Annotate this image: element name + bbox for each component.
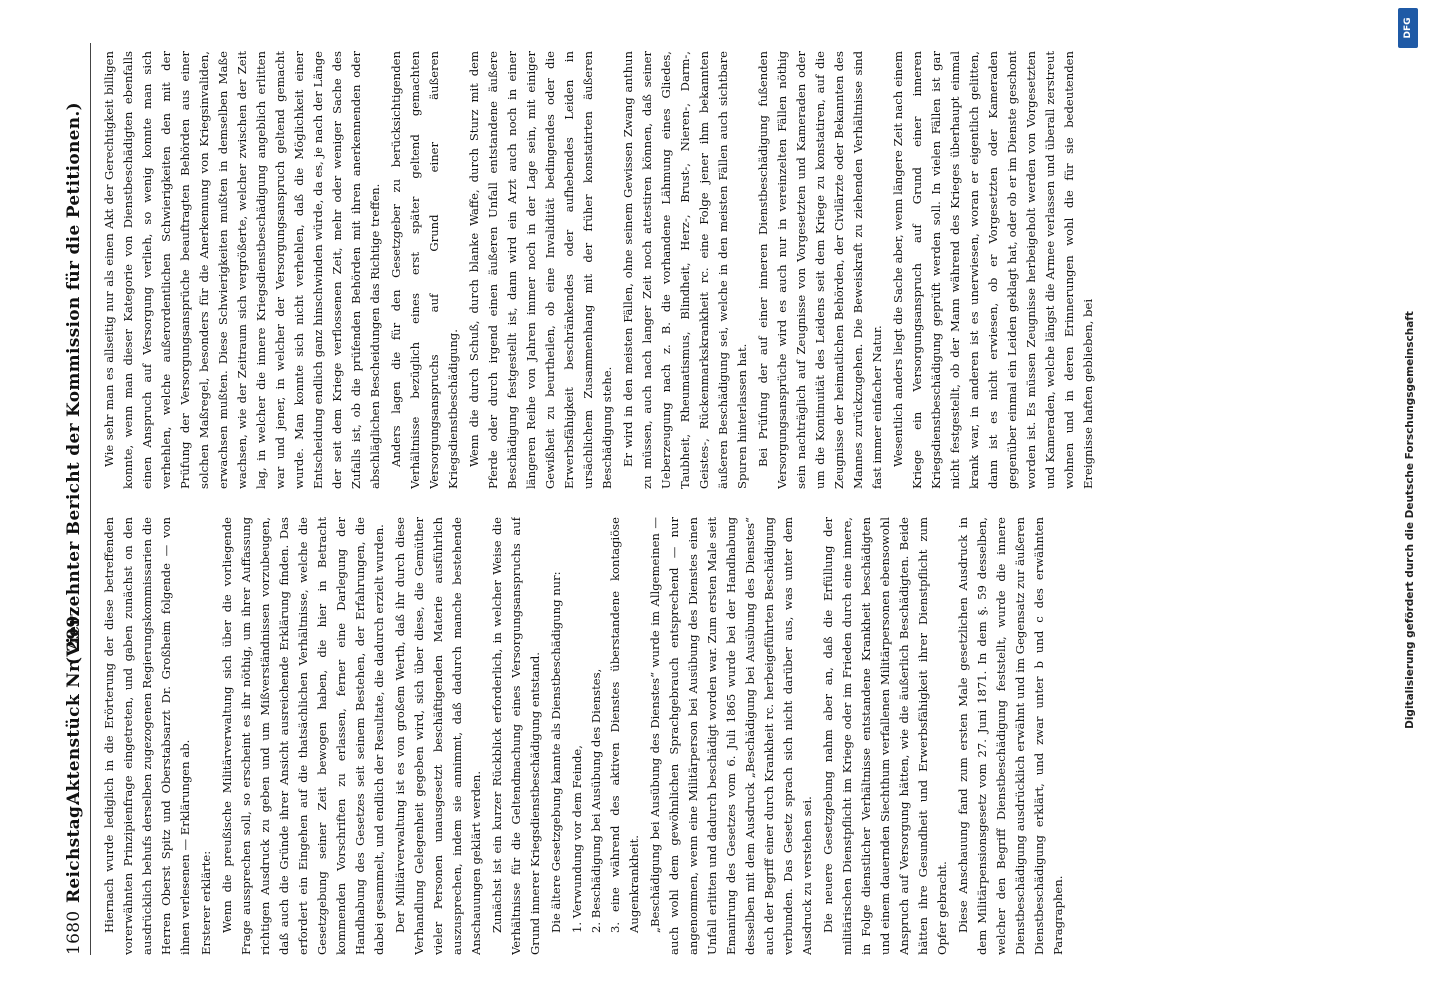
paragraph: Wie sehr man es allseitig nur als einen Akt der Gerechtigkeit billigen konnte, wenn man dieser Kategorie von Dienstbeschädigten ebenfalls einen Anspruch auf Versorgung verlieh, so wenig konnte man sich verhehlen, welche außerordentlichen Schwierigkeiten den mit der Prüfung der Versorgungsansprüche beauftragten Behörden aus einer solchen Maßregel, besonders für die Anerkennung von Kriegsinvaliden, erwachsen mußten. Diese Schwierigkeiten mußten in demselben Maße wachsen, wie der Zeitraum sich vergrößerte, welcher zwischen der Zeit lag, in welcher die innere Kriegsdienstbeschädigung angeblich erlitten war und jener, in welcher der Versorgungsanspruch geltend gemacht wurde. Man konnte sich nicht verhehlen, daß die Möglichkeit einer Entscheidung endlich ganz hinschwinden würde, da es, je nach der Länge der seit dem Kriege verflossenen Zeit, mehr oder weniger Sache des Zufalls ist, ob die prüfenden Behörden mit ihren anerkennenden oder abschläglichen Bescheidungen das Richtige treffen.	[102, 51, 382, 489]
paragraph: Die ältere Gesetzgebung kannte als Dienstbeschädigung nur:	[549, 571, 563, 933]
running-head-reichstag: Reichstag.	[64, 799, 84, 903]
paragraph: Hiernach wurde lediglich in die Erörterung der diese betreffenden vorerwähnten Prinzipienfrage eingetreten, und gaben zunächst on den ausdrücklich behufs derselben zugezogenen Regierungskommissarien die Herren Oberst Spitz und Oberstabsarzt Dr. Großheim folgende — von ihnen verlesenen — Erklärungen ab.	[102, 517, 192, 955]
running-head-report-title: (Vierzehnter Bericht der Kommission für die Petitionen.)	[64, 102, 84, 665]
text-column-left	[100, 517, 1370, 955]
rotated-page-content	[44, 27, 1388, 967]
paragraph: Ersterer erklärte:	[199, 850, 213, 955]
numbered-list	[568, 517, 644, 955]
paragraph: „Beschädigung bei Ausübung des Dienstes“ wurde im Allgemeinen — auch wohl dem gewöhnlichen Sprachgebrauch entsprechend — nur angenommen, wenn eine Militärperson bei Ausübung des Dienstes einen Unfall erlitten und dadurch beschädigt worden war. Zum ersten Male seit Emanirung des Gesetzes vom 6. Juli 1865 wurde bei der Handhabung desselben mit dem Ausdruck „Beschädigung bei Ausübung des Dienstes“ auch der Begriff einer durch Krankheit rc. herbeigeführten Beschädigung verbunden. Das Gesetz sprach sich nicht darüber aus, was unter dem Ausdruck zu verstehen sei.	[648, 517, 814, 955]
list-item: 2. Beschädigung bei Ausübung des Dienstes,	[589, 668, 603, 933]
paragraph: Diese Anschauung fand zum ersten Male gesetzlichen Ausdruck in dem Militärpensionsgesetz vom 27. Juni 1871. In dem §. 59 desselben, welcher den Begriff Dienstbeschädigung feststellt, wurde die innere Dienstbeschädigung ausdrücklich erwähnt und im Gegensatz zur äußeren Dienstbeschädigung erklärt, und zwar unter b und c des erwähnten Paragraphen.	[956, 517, 1065, 955]
paragraph: Wesentlich anders liegt die Sache aber, wenn längere Zeit nach einem Kriege ein Versorgungsanspruch auf Grund einer inneren Kriegsdienstbeschädigung geprüft werden soll. In vielen Fällen ist gar nicht festgestellt, ob der Mann während des Krieges überhaupt einmal krank war, in anderen ist es unerwiesen, woran er eigentlich gelitten, dann ist es nicht erwiesen, ob er Vorgesetzten oder Kameraden gegenüber einmal ein Leiden geklagt hat, oder ob er im Dienste geschont worden ist. Es müssen Zeugnisse herbeigeholt werden von Vorgesetzten und Kameraden, welche längst die Armee verlassen und überall zerstreut wohnen und in deren Erinnerungen wohl die für sie bedeutenden Ereignisse haften geblieben, bei	[891, 51, 1095, 489]
paragraph: Der Militärverwaltung ist es von großem Werth, daß ihr durch diese Verhandlung Gelegenheit gegeben wird, sich über diese, die Gemüther vieler Personen unausgesetzt beschäftigenden Materie ausführlich auszusprechen, indem sie annimmt, daß dadurch manche bestehende Anschauungen geklärt werden.	[393, 517, 483, 955]
running-header	[62, 43, 91, 955]
paragraph: Anders lagen die für den Gesetzgeber zu berücksichtigenden Verhältnisse bezüglich eines erst später geltend gemachten Versorgungsanspruchs auf Grund einer äußeren Kriegsdienstbeschädigung.	[389, 51, 460, 489]
paragraph: Bei Prüfung der auf einer inneren Dienstbeschädigung fußenden Versorgungsansprüche wird es auch nur in vereinzelten Fällen nöthig sein nachträglich auf Zeugnisse von Vorgesetzten und Kameraden oder um die Kontinuität des Leidens seit dem Kriege zu konstatiren, auf die Zeugnisse der heimatlichen Behörden, der Civilärzte oder Bekannten des Mannes zurückzugehen. Die Beweiskraft zu ziehenden Verhältnisse sind fast immer einfacher Natur.	[756, 51, 884, 489]
dfg-logo-icon	[1398, 8, 1418, 48]
dfg-logo-text: DFG	[1403, 17, 1413, 39]
paragraph: Wenn die durch Schuß, durch blanke Waffe, durch Sturz mit dem Pferde oder durch irgend einen äußeren Unfall entstandene äußere Beschädigung festgestellt ist, dann wird ein Arzt auch noch in einer längeren Reihe von Jahren immer noch in der Lage sein, mit einiger Gewißheit zu beurtheilen, ob eine Invalidität bedingendes oder die Erwerbsfähigkeit beschränkendes oder aufhebendes Leiden in ursächlichem Zusammenhang mit der früher konstatirten äußeren Beschädigung stehe.	[467, 51, 614, 489]
text-column-right	[100, 51, 1370, 489]
paragraph: Die neuere Gesetzgebung nahm aber an, daß die Erfüllung der militärischen Dienstpflicht im Kriege oder im Frieden durch eine innere, in Folge dienstlicher Verhältnisse entstandene Krankheit beschädigten und einem dauernden Siechthum verfallenen Militärpersonen ebensowohl Anspruch auf Versorgung hätten, wie die äußerlich Beschädigten. Beide hätten ihre Gesundheit und Erwerbsfähigkeit ihrer Dienstpflicht zum Opfer gebracht.	[821, 517, 949, 955]
running-head-aktenstueck: Aktenstück Nr. 299.	[64, 609, 84, 805]
paragraph: Wenn die preußische Militärverwaltung sich über die vorliegende Frage aussprechen soll, so erscheint es ihr nöthig, um ihrer Auffassung richtigen Ausdruck zu geben und um Mißverständnissen vorzubeugen, daß auch die Gründe ihrer Ansicht ausreichende Erklärung finden. Das erfordert ein Eingehen auf die thatsächlichen Verhältnisse, welche die Gesetzgebung seiner Zeit bewogen haben, die hier in Betracht kommenden Vorschriften zu erlassen, ferner eine Darlegung der Handhabung des Gesetzes seit seinem Bestehen, der Erfahrungen, die dabei gesammelt, und endlich der Resultate, die dadurch erzielt wurden.	[220, 517, 386, 955]
paragraph: Er wird in den meisten Fällen, ohne seinem Gewissen Zwang anthun zu müssen, auch nach langer Zeit noch attestiren können, daß seiner Ueberzeugung nach z. B. die vorhandene Lähmung eines Gliedes, Taubheit, Rheumatismus, Blindheit, Herz-, Brust-, Nieren-, Darm-, Geistes-, Rückenmarkskrankheit rc. eine Folge jener ihm bekannten äußeren Beschädigung sei, welche in den meisten Fällen auch sichtbare Spuren hinterlassen hat.	[621, 51, 749, 489]
digitization-credit: Digitalisierung gefördert durch die Deutsche Forschungsgemeinschaft	[1404, 311, 1416, 729]
paragraph: Zunächst ist ein kurzer Rückblick erforderlich, in welcher Weise die Verhältnisse für die Geltendmachung eines Versorgungsanspruchs auf Grund innerer Kriegsdienstbeschädigung entstand.	[490, 517, 542, 955]
page-number: 1680	[64, 910, 84, 955]
list-item: 3. eine während des aktiven Dienstes überstandene kontagiöse Augenkrankheit.	[608, 517, 641, 933]
list-item: 1. Verwundung vor dem Feinde,	[570, 745, 584, 933]
